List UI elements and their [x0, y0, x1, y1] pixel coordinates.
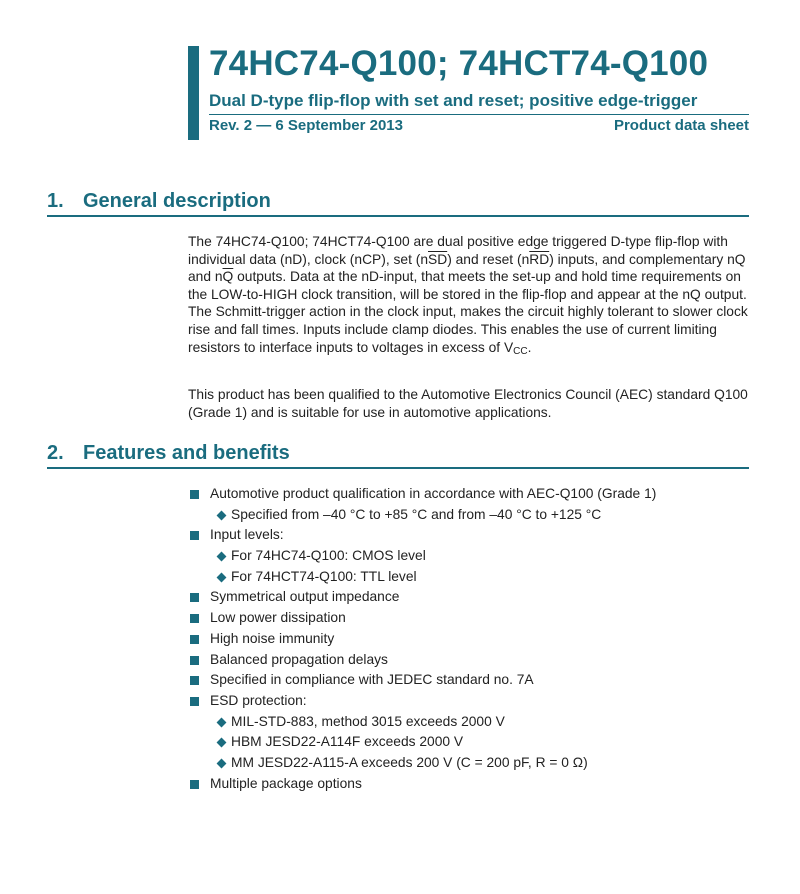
- list-item: High noise immunity: [188, 629, 753, 650]
- section-divider: [47, 215, 749, 217]
- square-bullet-icon: [190, 697, 199, 706]
- list-subitem: For 74HC74-Q100: CMOS level: [188, 546, 753, 567]
- section-title: Features and benefits: [83, 442, 290, 464]
- square-bullet-icon: [190, 635, 199, 644]
- list-item: Specified in compliance with JEDEC standard no. 7A: [188, 670, 753, 691]
- document-title: 74HC74-Q100; 74HCT74-Q100: [209, 44, 709, 83]
- document-type: Product data sheet: [613, 117, 749, 134]
- square-bullet-icon: [190, 531, 199, 540]
- section-number: 2.: [47, 442, 64, 464]
- section-number: 1.: [47, 190, 64, 212]
- list-item: Symmetrical output impedance: [188, 587, 753, 608]
- list-item: Low power dissipation: [188, 608, 753, 629]
- diamond-bullet-icon: [217, 552, 227, 562]
- section-heading-features: [47, 442, 749, 465]
- qualification-paragraph: This product has been qualified to the Automotive Electronics Council (AEC) standard Q100 (Grade 1) and is suitable for use in automotive applications.: [188, 387, 748, 420]
- section-heading-general-description: [47, 190, 749, 213]
- list-item: Balanced propagation delays: [188, 650, 753, 671]
- general-description-paragraph: The 74HC74-Q100; 74HCT74-Q100 are dual positive edge triggered D-type flip-flop with individual data (nD), clock (nCP), set $(n\overline{SD})$ and reset $(n\overline{RD})$ inputs, and complementary nQ and $n\overline{Q}$ outputs. Data at the nD-input, that meets the set-up and hold time requirements on the LOW-to-HIGH clock transition, will be stored in the flip-flop and appear at the nQ output. The Schmitt-trigger action in the clock input, makes the circuit highly tolerant to slower clock rise and fall times. Inputs include clamp diodes. This enables the use of current limiting resistors to interface inputs to voltages in excess of $V_{CC}$.: [188, 234, 748, 357]
- header-accent-bar: [188, 46, 199, 140]
- diamond-bullet-icon: [217, 510, 227, 520]
- list-subitem: MM JESD22-A115-A exceeds 200 V (C = 200 pF, R = 0 Ω): [188, 753, 753, 774]
- square-bullet-icon: [190, 614, 199, 623]
- q-bar-overline: $\overline{Q}$: [222, 269, 234, 285]
- reset-direct-overline: $\overline{RD}$: [529, 251, 550, 267]
- list-subitem: MIL-STD-883, method 3015 exceeds 2000 V: [188, 712, 753, 733]
- list-subitem: Specified from –40 °C to +85 °C and from –40 °C to +125 °C: [188, 505, 753, 526]
- diamond-bullet-icon: [217, 738, 227, 748]
- diamond-bullet-icon: [217, 717, 227, 727]
- square-bullet-icon: [190, 490, 199, 499]
- document-subtitle: Dual D-type flip-flop with set and reset; positive edge-trigger: [209, 91, 698, 110]
- set-direct-overline: $\overline{SD}$: [428, 251, 448, 267]
- square-bullet-icon: [190, 780, 199, 789]
- list-item: Input levels:: [188, 525, 753, 546]
- square-bullet-icon: [190, 656, 199, 665]
- list-subitem: For 74HCT74-Q100: TTL level: [188, 567, 753, 588]
- vcc-subscript: CC: [513, 345, 528, 357]
- revision-date: Rev. 2 — 6 September 2013: [209, 117, 403, 134]
- section-title: General description: [83, 190, 271, 212]
- list-item: Automotive product qualification in accordance with AEC-Q100 (Grade 1): [188, 484, 753, 505]
- list-subitem: HBM JESD22-A114F exceeds 2000 V: [188, 732, 753, 753]
- list-item: Multiple package options: [188, 774, 753, 795]
- section-divider: [47, 467, 749, 469]
- square-bullet-icon: [190, 676, 199, 685]
- diamond-bullet-icon: [217, 758, 227, 768]
- list-item: ESD protection:: [188, 691, 753, 712]
- features-list: [188, 484, 753, 794]
- header-divider: [209, 114, 749, 115]
- square-bullet-icon: [190, 593, 199, 602]
- diamond-bullet-icon: [217, 572, 227, 582]
